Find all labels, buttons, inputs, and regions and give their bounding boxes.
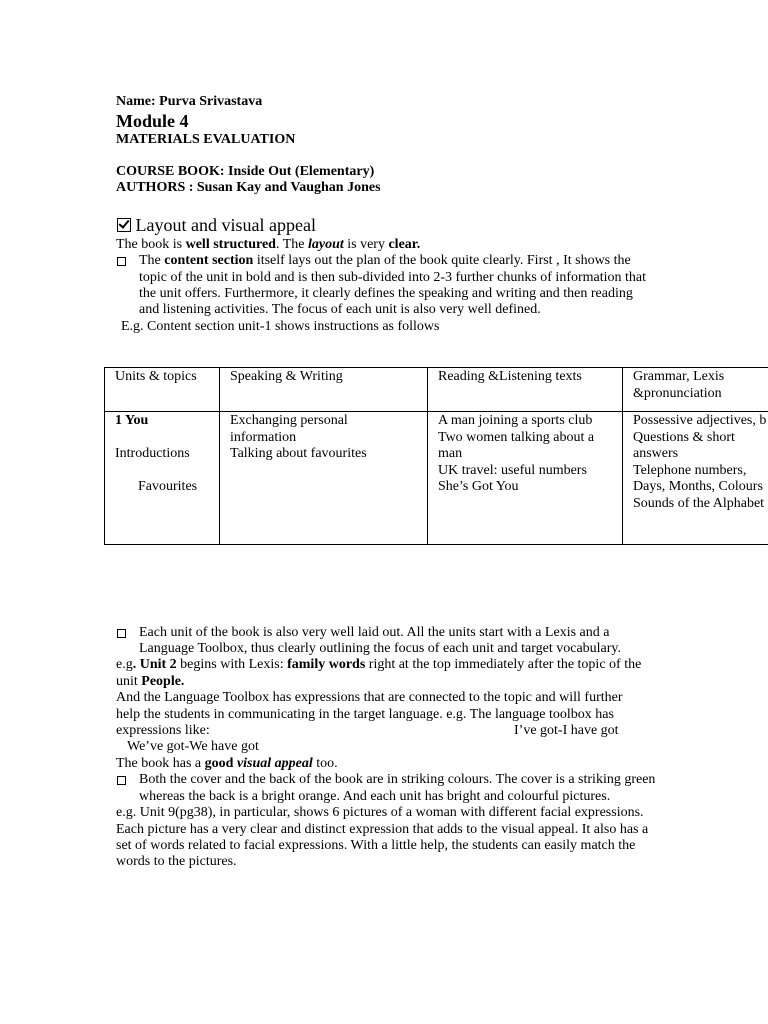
cell-line: Exchanging personal [230, 413, 348, 428]
bullet3-line1: Both the cover and the back of the book are in striking colours. The cover is a striking green [139, 772, 656, 787]
cell-line: A man joining a sports club [438, 413, 593, 428]
content-table [104, 367, 768, 545]
intro-line [116, 237, 420, 254]
cell-line: answers [633, 446, 679, 461]
eg-bold-unit2: . Unit 2 [132, 657, 177, 672]
header-reading-listening: Reading &Listening texts [438, 369, 582, 384]
toolbox-weve-got: We’ve got-We have got [127, 739, 259, 754]
bullet1-line2: topic of the unit in bold and is then sub-divided into 2-3 further chunks of information that [139, 270, 647, 285]
cell-line: Questions & short [633, 429, 735, 445]
unit2-example-line [116, 657, 641, 674]
topic-favourites: Favourites [138, 479, 198, 494]
cell-line: Telephone numbers, [633, 462, 747, 478]
table-cell [428, 412, 623, 545]
intro-italic-layout: layout [307, 237, 344, 252]
student-name: Name: Purva Srivastava [116, 94, 263, 109]
intro-text: is very [343, 237, 389, 252]
module-title: Module 4 [116, 111, 189, 131]
visual-appeal-line [116, 756, 338, 773]
header-speaking-writing: Speaking & Writing [230, 369, 343, 384]
unit-people-line [116, 674, 184, 691]
bullet2-line2: Language Toolbox, thus clearly outlining the focus of each unit and target vocabulary. [139, 641, 622, 656]
eg-text: e.g [116, 657, 133, 672]
cell-line: UK travel: useful numbers [438, 462, 587, 478]
bullet-square-icon [117, 629, 126, 638]
table-header-cell [428, 368, 623, 412]
header-grammar-lexis: Grammar, Lexis [633, 369, 725, 384]
bullet1-text: The [139, 253, 165, 268]
toolbox-ive-got: I’ve got-I have got [514, 723, 619, 738]
bullet1-line4: and listening activities. The focus of each unit is also very well defined. [139, 302, 541, 317]
eg-text: right at the top immediately after the topic of the [365, 657, 642, 672]
cell-line: Two women talking about a [438, 429, 595, 445]
unit-text: unit [116, 674, 142, 689]
topic-introductions: Introductions [115, 446, 190, 461]
visual-text: too. [312, 756, 338, 771]
table-cell [623, 412, 768, 545]
materials-evaluation-title: MATERIALS EVALUATION [116, 132, 296, 147]
visual-text: The book has a [116, 756, 205, 771]
unit9-line1: e.g. Unit 9(pg38), in particular, shows 6 pictures of a woman with different facial expressions. [116, 805, 644, 820]
authors-line: AUTHORS : Susan Kay and Vaughan Jones [116, 180, 381, 195]
unit-title: 1 You [115, 413, 149, 428]
table-cell [105, 412, 220, 545]
unit-bold-people: People. [141, 674, 185, 689]
toolbox-line2: help the students in communicating in the target language. e.g. The language toolbox has [116, 707, 614, 722]
cell-line: She’s Got You [438, 479, 519, 494]
visual-bold-italic: visual appeal [236, 756, 313, 771]
cell-line: man [438, 446, 463, 461]
table-header-cell [105, 368, 220, 412]
toolbox-line1: And the Language Toolbox has expressions that are connected to the topic and will further [116, 690, 623, 705]
intro-text: The book is [116, 237, 186, 252]
cell-line: Talking about favourites [230, 446, 367, 461]
cell-line: Sounds of the Alphabet [633, 495, 765, 511]
visual-bold-good: good [204, 756, 237, 771]
header-pronunciation: &pronunciation [633, 385, 722, 401]
table-header-cell [220, 368, 428, 412]
cell-line: Days, Months, Colours [633, 479, 763, 494]
section-heading-text: Layout and visual appeal [135, 215, 316, 235]
section-heading [117, 215, 316, 235]
unit9-line2: Each picture has a very clear and distinct expression that adds to the visual appeal. It also has a [116, 822, 649, 837]
table-cell [220, 412, 428, 545]
checkbox-checked-icon [117, 218, 131, 232]
bullet-square-icon [117, 776, 126, 785]
example-line: E.g. Content section unit-1 shows instructions as follows [121, 319, 440, 334]
intro-bold-structured: well structured [185, 237, 276, 252]
bullet3-line2: whereas the back is a bright orange. And each unit has bright and colourful pictures. [139, 789, 611, 804]
unit9-line4: words to the pictures. [116, 854, 237, 869]
table-row [105, 412, 768, 545]
course-book-line: COURSE BOOK: Inside Out (Elementary) [116, 164, 375, 179]
bullet1-line3: the unit offers. Furthermore, it clearly defines the speaking and writing and then reading [139, 286, 633, 301]
eg-bold-family-words: family words [287, 657, 366, 672]
intro-text: . The [275, 237, 308, 252]
intro-bold-clear: clear. [388, 237, 421, 252]
table-header-row [105, 368, 768, 412]
cell-line: information [230, 429, 297, 445]
header-units-topics: Units & topics [115, 369, 197, 384]
toolbox-line3: expressions like: [116, 723, 210, 738]
bullet1-bold: content section [164, 253, 254, 268]
unit9-line3: set of words related to facial expressions. With a little help, the students can easily match the [116, 838, 636, 853]
eg-text: begins with Lexis: [176, 657, 288, 672]
table-header-cell [623, 368, 768, 412]
bullet-square-icon [117, 257, 126, 266]
cell-line: Possessive adjectives, b [633, 413, 767, 428]
bullet1-line1 [139, 253, 631, 270]
bullet2-line1: Each unit of the book is also very well laid out. All the units start with a Lexis and a [139, 625, 610, 640]
bullet1-text: itself lays out the plan of the book quite clearly. First , It shows the [253, 253, 631, 268]
